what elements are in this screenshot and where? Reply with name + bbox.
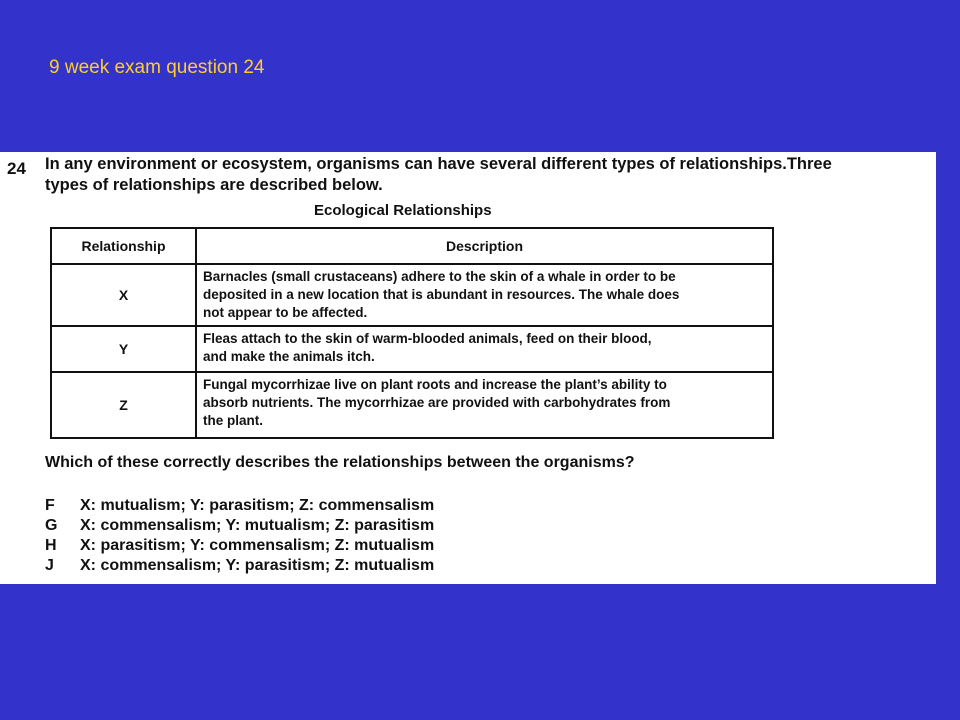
row-description-z <box>197 373 772 437</box>
row-key-z: Z <box>52 373 197 437</box>
choice-text: X: commensalism; Y: parasitism; Z: mutualism <box>80 557 435 574</box>
question-panel <box>0 152 936 584</box>
answer-choices <box>45 496 434 576</box>
description-line: not appear to be affected. <box>203 305 368 320</box>
row-key-y: Y <box>52 327 197 373</box>
description-line: Fleas attach to the skin of warm-blooded animals, feed on their blood, <box>203 331 652 346</box>
choice-letter: H <box>45 537 57 554</box>
slide-title: 9 week exam question 24 <box>49 57 265 78</box>
row-description-x <box>197 265 772 327</box>
question-prompt: Which of these correctly describes the relationships between the organisms? <box>45 454 635 471</box>
row-description-y <box>197 327 772 373</box>
choice-g[interactable] <box>45 516 434 536</box>
description-line: absorb nutrients. The mycorrhizae are provided with carbohydrates from <box>203 395 671 410</box>
description-line: Barnacles (small crustaceans) adhere to the skin of a whale in order to be <box>203 269 676 284</box>
description-line: the plant. <box>203 413 263 428</box>
choice-text: X: commensalism; Y: mutualism; Z: parasitism <box>80 517 435 534</box>
choice-j[interactable] <box>45 556 434 576</box>
stem-line: types of relationships are described below. <box>45 176 383 194</box>
choice-h[interactable] <box>45 536 434 556</box>
table-title: Ecological Relationships <box>314 202 492 219</box>
choice-f[interactable] <box>45 496 434 516</box>
description-line: Fungal mycorrhizae live on plant roots and increase the plant’s ability to <box>203 377 667 392</box>
relationships-table <box>50 227 774 439</box>
stem-line: In any environment or ecosystem, organisms can have several different types of relationships.Three <box>45 155 832 173</box>
choice-text: X: parasitism; Y: commensalism; Z: mutualism <box>80 537 435 554</box>
table-header-relationship: Relationship <box>52 229 197 265</box>
choice-letter: G <box>45 517 58 534</box>
question-number: 24 <box>7 159 26 178</box>
row-key-x: X <box>52 265 197 327</box>
description-line: deposited in a new location that is abundant in resources. The whale does <box>203 287 680 302</box>
description-line: and make the animals itch. <box>203 349 375 364</box>
table-header-description: Description <box>197 229 772 265</box>
choice-letter: F <box>45 497 55 514</box>
choice-text: X: mutualism; Y: parasitism; Z: commensalism <box>80 497 435 514</box>
question-stem <box>45 152 930 196</box>
choice-letter: J <box>45 557 54 574</box>
